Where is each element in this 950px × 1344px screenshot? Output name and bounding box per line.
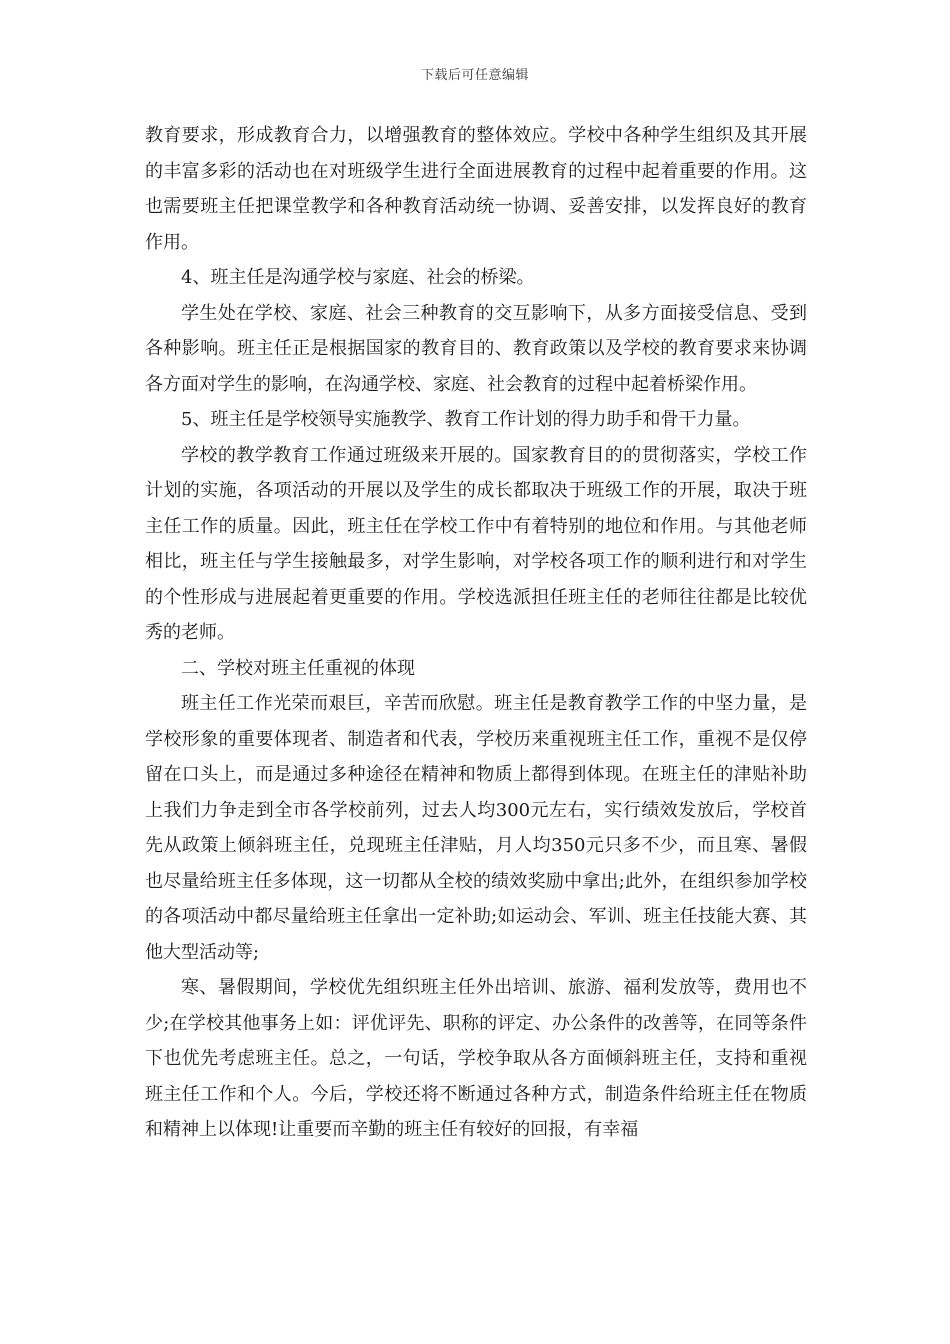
section-heading: 二、学校对班主任重视的体现 — [181, 657, 415, 679]
paragraph: 班主任工作光荣而艰巨，辛苦而欣慰。班主任是教育教学工作的中坚力量，是学校形象的重要体现者、制造者和代表，学校历来重视班主任工作，重视不是仅停留在口头上，而是通过多种途径在精神和物质上都得到体现。在班主任的津贴补助上我们力争走到全市各学校前列，过去人均300元左右，实行绩效发放后，学校首先从政策上倾斜班主任，兑现班主任津贴，月人均350元只多不少，而且寒、暑假也尽量给班主任多体现，这一切都从全校的绩效奖励中拿出;此外，在组织参加学校的各项活动中都尽量给班主任拿出一定补助;如运动会、军训、班主任技能大赛、其他大型活动等; — [145, 693, 807, 963]
section-heading: 4、班主任是沟通学校与家庭、社会的桥梁。 — [181, 267, 535, 288]
document-body — [145, 118, 807, 1148]
section-heading: 5、班主任是学校领导实施教学、教育工作计划的得力助手和骨干力量。 — [181, 409, 751, 430]
paragraph: 寒、暑假期间，学校优先组织班主任外出培训、旅游、福利发放等，费用也不少;在学校其他事务上如：评优评先、职称的评定、办公条件的改善等，在同等条件下也优先考虑班主任。总之，一句话，学校争取从各方面倾斜班主任，支持和重视班主任工作和个人。今后，学校还将不断通过各种方式，制造条件给班主任在物质和精神上以体现!让重要而辛勤的班主任有较好的回报，有幸福 — [145, 977, 807, 1140]
paragraph: 学生处在学校、家庭、社会三种教育的交互影响下，从多方面接受信息、受到各种影响。班主任正是根据国家的教育目的、教育政策以及学校的教育要求来协调各方面对学生的影响，在沟通学校、家庭、社会教育的过程中起着桥梁作用。 — [145, 302, 807, 395]
page-header: 下载后可任意编辑 — [420, 68, 529, 83]
paragraph: 教育要求，形成教育合力，以增强教育的整体效应。学校中各种学生组织及其开展的丰富多彩的活动也在对班级学生进行全面进展教育的过程中起着重要的作用。这也需要班主任把课堂教学和各种教育活动统一协调、妥善安排，以发挥良好的教育作用。 — [145, 125, 807, 253]
paragraph: 学校的教学教育工作通过班级来开展的。国家教育目的的贯彻落实，学校工作计划的实施，各项活动的开展以及学生的成长都取决于班级工作的开展，取决于班主任工作的质量。因此，班主任在学校工作中有着特别的地位和作用。与其他老师相比，班主任与学生接触最多，对学生影响，对学校各项工作的顺利进行和对学生的个性形成与进展起着更重要的作用。学校选派担任班主任的老师往往都是比较优秀的老师。 — [145, 444, 807, 643]
